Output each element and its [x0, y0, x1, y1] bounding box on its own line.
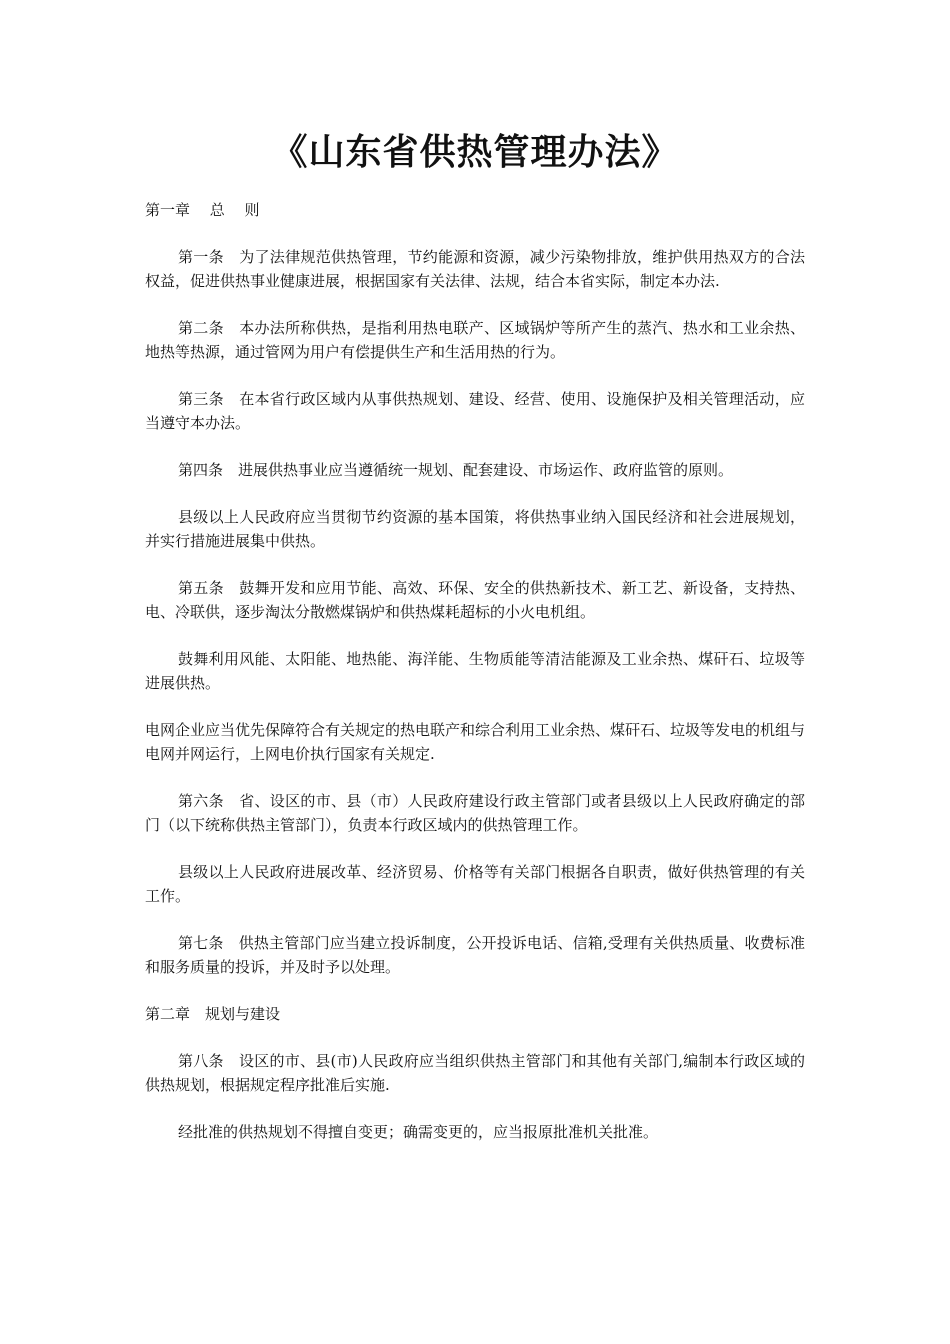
document-title: 《山东省供热管理办法》 — [271, 131, 679, 173]
chapter-heading-1: 第一章 总 则 — [145, 201, 260, 219]
article-1: 第一条 为了法律规范供热管理，节约能源和资源，减少污染物排放，维护供用热双方的合法权益，促进供热事业健康进展，根据国家有关法律、法规，结合本省实际，制定本办法. — [145, 248, 805, 290]
article-6-paragraph-2: 县级以上人民政府进展改革、经济贸易、价格等有关部门根据各自职责，做好供热管理的有关工作。 — [145, 863, 805, 905]
article-5: 第五条 鼓舞开发和应用节能、高效、环保、安全的供热新技术、新工艺、新设备，支持热、电、冷联供，逐步淘汰分散燃煤锅炉和供热煤耗超标的小火电机组。 — [145, 579, 805, 621]
article-5-paragraph-2: 鼓舞利用风能、太阳能、地热能、海洋能、生物质能等清洁能源及工业余热、煤矸石、垃圾等进展供热。 — [145, 650, 805, 692]
chapter-heading-2: 第二章 规划与建设 — [145, 1005, 281, 1023]
article-7: 第七条 供热主管部门应当建立投诉制度，公开投诉电话、信箱,受理有关供热质量、收费标准和服务质量的投诉，并及时予以处理。 — [145, 934, 805, 976]
article-5-paragraph-3: 电网企业应当优先保障符合有关规定的热电联产和综合利用工业余热、煤矸石、垃圾等发电的机组与电网并网运行，上网电价执行国家有关规定. — [145, 721, 806, 763]
article-2: 第二条 本办法所称供热，是指利用热电联产、区域锅炉等所产生的蒸汽、热水和工业余热、地热等热源，通过管网为用户有偿提供生产和生活用热的行为。 — [145, 319, 805, 361]
document-body — [145, 198, 805, 1167]
article-4: 第四条 进展供热事业应当遵循统一规划、配套建设、市场运作、政府监管的原则。 — [178, 461, 734, 479]
article-3: 第三条 在本省行政区域内从事供热规划、建设、经营、使用、设施保护及相关管理活动，应当遵守本办法。 — [145, 390, 805, 432]
article-4-paragraph-2: 县级以上人民政府应当贯彻节约资源的基本国策，将供热事业纳入国民经济和社会进展规划，并实行措施进展集中供热。 — [145, 508, 805, 550]
article-8: 第八条 设区的市、县(市)人民政府应当组织供热主管部门和其他有关部门,编制本行政区域的供热规划，根据规定程序批准后实施. — [145, 1052, 805, 1094]
article-6: 第六条 省、设区的市、县（市）人民政府建设行政主管部门或者县级以上人民政府确定的部门（以下统称供热主管部门），负责本行政区域内的供热管理工作。 — [145, 792, 805, 834]
article-8-paragraph-2: 经批准的供热规划不得擅自变更；确需变更的，应当报原批准机关批准。 — [178, 1123, 659, 1141]
